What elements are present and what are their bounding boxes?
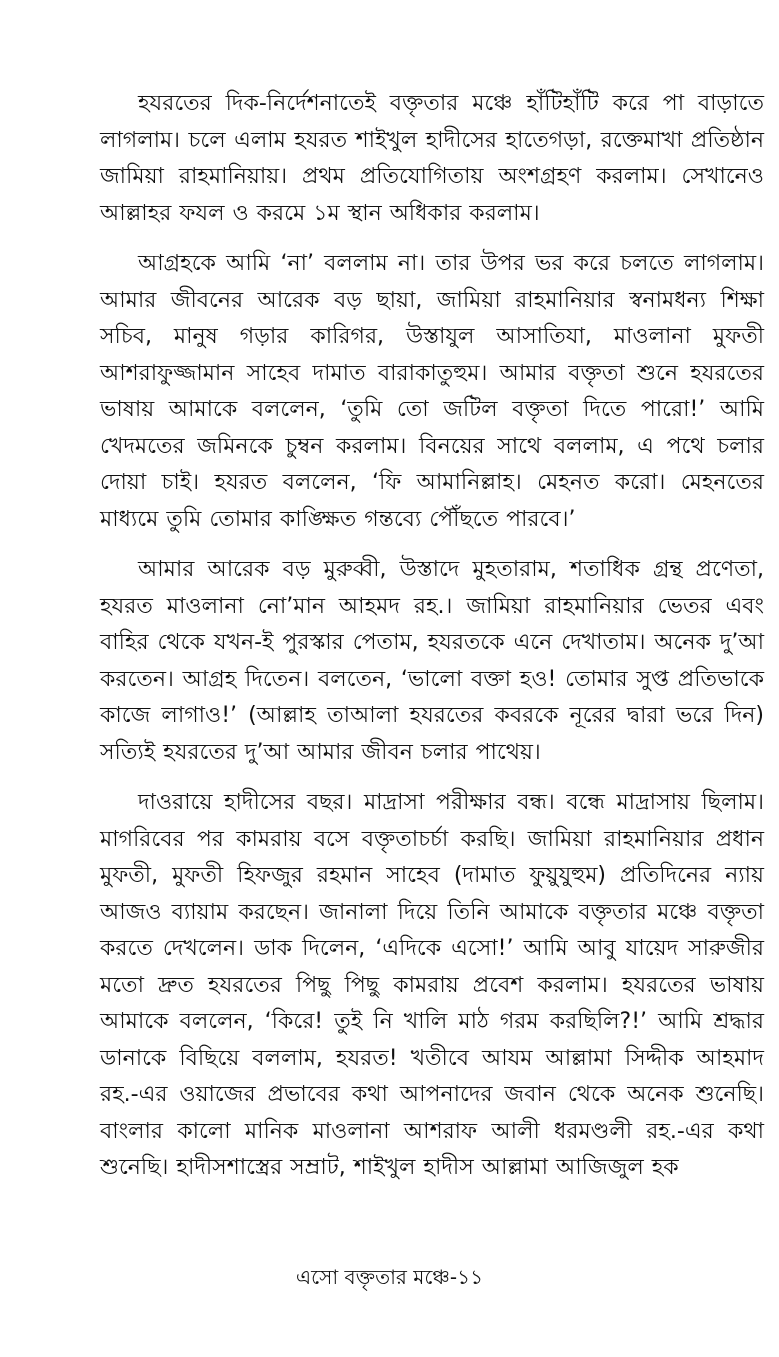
paragraph-1: হযরতের দিক-নির্দেশনাতেই বক্তৃতার মঞ্চে হাঁটিহাঁটি করে পা বাড়াতে লাগলাম। চলে এলাম হযরত শাইখুল হাদীসের হাতেগড়া, রক্তেমাখা প্রতিষ্ঠান জামিয়া রাহমানিয়ায়। প্রথম প্রতিযোগিতায় অংশগ্রহণ করলাম। সেখানেও আল্লাহর ফযল ও করমে ১ম স্থান অধিকার করলাম। xyxy=(100,91,764,226)
paragraph-4: দাওরায়ে হাদীসের বছর। মাদ্রাসা পরীক্ষার বন্ধ। বন্ধে মাদ্রাসায় ছিলাম। মাগরিবের পর কামরায় বসে বক্তৃতাচর্চা করছি। জামিয়া রাহমানিয়ার প্রধান মুফতী, মুফতী হিফজুর রহমান সাহেব (দামাত ফুয়ুযুহুম) প্রতিদিনের ন্যায় আজও ব্যায়াম করছেন। জানালা দিয়ে তিনি আমাকে বক্তৃতার মঞ্চে বক্তৃতা করতে দেখলেন। ডাক দিলেন, ‘এদিকে এসো!’ আমি আবু যায়েদ সারুজীর মতো দ্রুত হযরতের পিছু পিছু কামরায় প্রবেশ করলাম। হযরতের ভাষায় আমাকে বললেন, ‘কিরে! তুই নি খালি মাঠ গরম করছিলি?!’ আমি শ্রদ্ধার ডানাকে বিছিয়ে বললাম, হযরত! খতীবে আযম আল্লামা সিদ্দীক আহমাদ রহ.-এর ওয়াজের প্রভাবের কথা আপনাদের জবান থেকে অনেক শুনেছি। বাংলার কালো মানিক মাওলানা আশরাফ আলী ধরমণ্ডলী রহ.-এর কথা শুনেছি। হাদীসশাস্ত্রের সম্রাট, শাইখুল হাদীস আল্লামা আজিজুল হক xyxy=(100,790,764,1180)
page-body xyxy=(100,86,764,1201)
page-footer: এসো বক্তৃতার মঞ্চে-১১ xyxy=(295,1265,484,1289)
paragraph-2: আগ্রহকে আমি ‘না’ বললাম না। তার উপর ভর করে চলতে লাগলাম। আমার জীবনের আরেক বড় ছায়া, জামিয়া রাহমানিয়ার স্বনামধন্য শিক্ষা সচিব, মানুষ গড়ার কারিগর, উস্তাযুল আসাতিযা, মাওলানা মুফতী আশরাফুজ্জামান সাহেব দামাত বারাকাতুহুম। আমার বক্তৃতা শুনে হযরতের ভাষায় আমাকে বললেন, ‘তুমি তো জটিল বক্তৃতা দিতে পারো!’ আমি খেদমতের জমিনকে চুম্বন করলাম। বিনয়ের সাথে বললাম, এ পথে চলার দোয়া চাই। হযরত বললেন, ‘ফি আমানিল্লাহ। মেহনত করো। মেহনতের মাধ্যমে তুমি তোমার কাঙ্ক্ষিত গন্তব্যে পৌঁছতে পারবে।’ xyxy=(100,251,764,532)
paragraph-3: আমার আরেক বড় মুরুব্বী, উস্তাদে মুহতারাম, শতাধিক গ্রন্থ প্রণেতা, হযরত মাওলানা নো’মান আহমদ রহ.। জামিয়া রাহমানিয়ার ভেতর এবং বাহির থেকে যখন-ই পুরস্কার পেতাম, হযরতকে এনে দেখাতাম। অনেক দু’আ করতেন। আগ্রহ দিতেন। বলতেন, ‘ভালো বক্তা হও! তোমার সুপ্ত প্রতিভাকে কাজে লাগাও!’ (আল্লাহ তাআলা হযরতের কবরকে নূরের দ্বারা ভরে দিন) সত্যিই হযরতের দু’আ আমার জীবন চলার পাথেয়। xyxy=(100,557,764,765)
